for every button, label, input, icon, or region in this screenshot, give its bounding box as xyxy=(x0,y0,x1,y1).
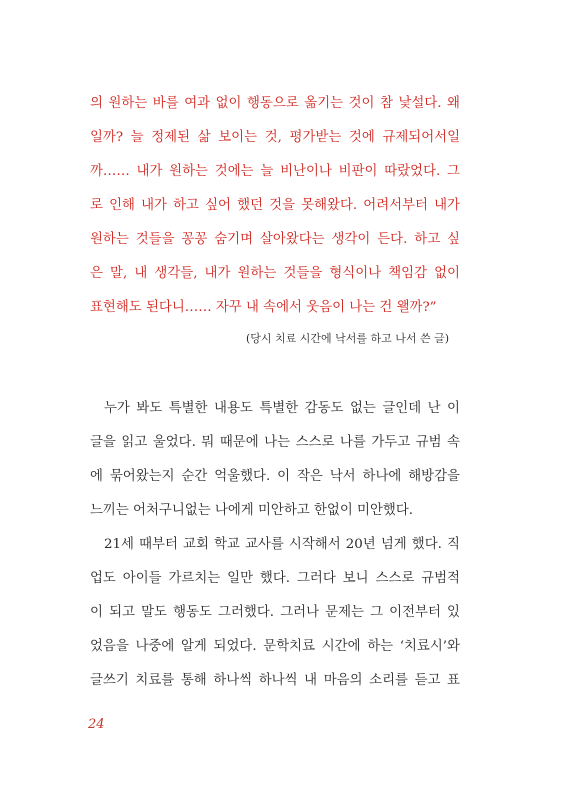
body-line: 었음을 나중에 알게 되었다. 문학치료 시간에 하는 ‘치료시’와 xyxy=(90,639,460,654)
quote-line: 표현해도 된다니…… 자꾸 내 속에서 웃음이 나는 건 왤까?” xyxy=(90,300,437,315)
body-line: 업도 아이들 가르치는 일만 했다. 그러다 보니 스스로 규범적 xyxy=(90,571,460,586)
quote-line: 원하는 것들을 꽁꽁 숨기며 살아왔다는 생각이 든다. 하고 싶 xyxy=(90,232,460,247)
body-line: 에 묶어왔는지 순간 억울했다. 이 작은 낙서 하나에 해방감을 xyxy=(90,469,460,484)
body-line: 21세 때부터 교회 학교 교사를 시작해서 20년 넘게 했다. 직 xyxy=(104,537,460,552)
quote-line: 의 원하는 바를 여과 없이 행동으로 옮기는 것이 참 낯설다. 왜 xyxy=(90,96,460,111)
body-line: 글쓰기 치료를 통해 하나씩 하나씩 내 마음의 소리를 듣고 표 xyxy=(90,673,460,688)
body-line: 누가 봐도 특별한 내용도 특별한 감동도 없는 글인데 난 이 xyxy=(104,401,460,416)
page-number: 24 xyxy=(88,717,105,732)
quote-source-caption: (당시 치료 시간에 낙서를 하고 나서 쓴 글) xyxy=(246,332,450,345)
quote-line: 로 인해 내가 하고 싶어 했던 것을 못해왔다. 어려서부터 내가 xyxy=(90,198,460,213)
body-line: 글을 읽고 울었다. 뭐 때문에 나는 스스로 나를 가두고 규범 속 xyxy=(90,435,460,450)
body-line: 느끼는 어처구니없는 나에게 미안하고 한없이 미안했다. xyxy=(90,503,414,518)
quote-line: 은 말, 내 생각들, 내가 원하는 것들을 형식이나 책임감 없이 xyxy=(90,266,460,281)
body-line: 이 되고 말도 행동도 그러했다. 그러나 문제는 그 이전부터 있 xyxy=(90,605,460,620)
quote-line: 일까? 늘 정제된 삶 보이는 것, 평가받는 것에 규제되어서일 xyxy=(90,130,460,145)
quote-line: 까…… 내가 원하는 것에는 늘 비난이나 비판이 따랐었다. 그 xyxy=(90,164,460,179)
